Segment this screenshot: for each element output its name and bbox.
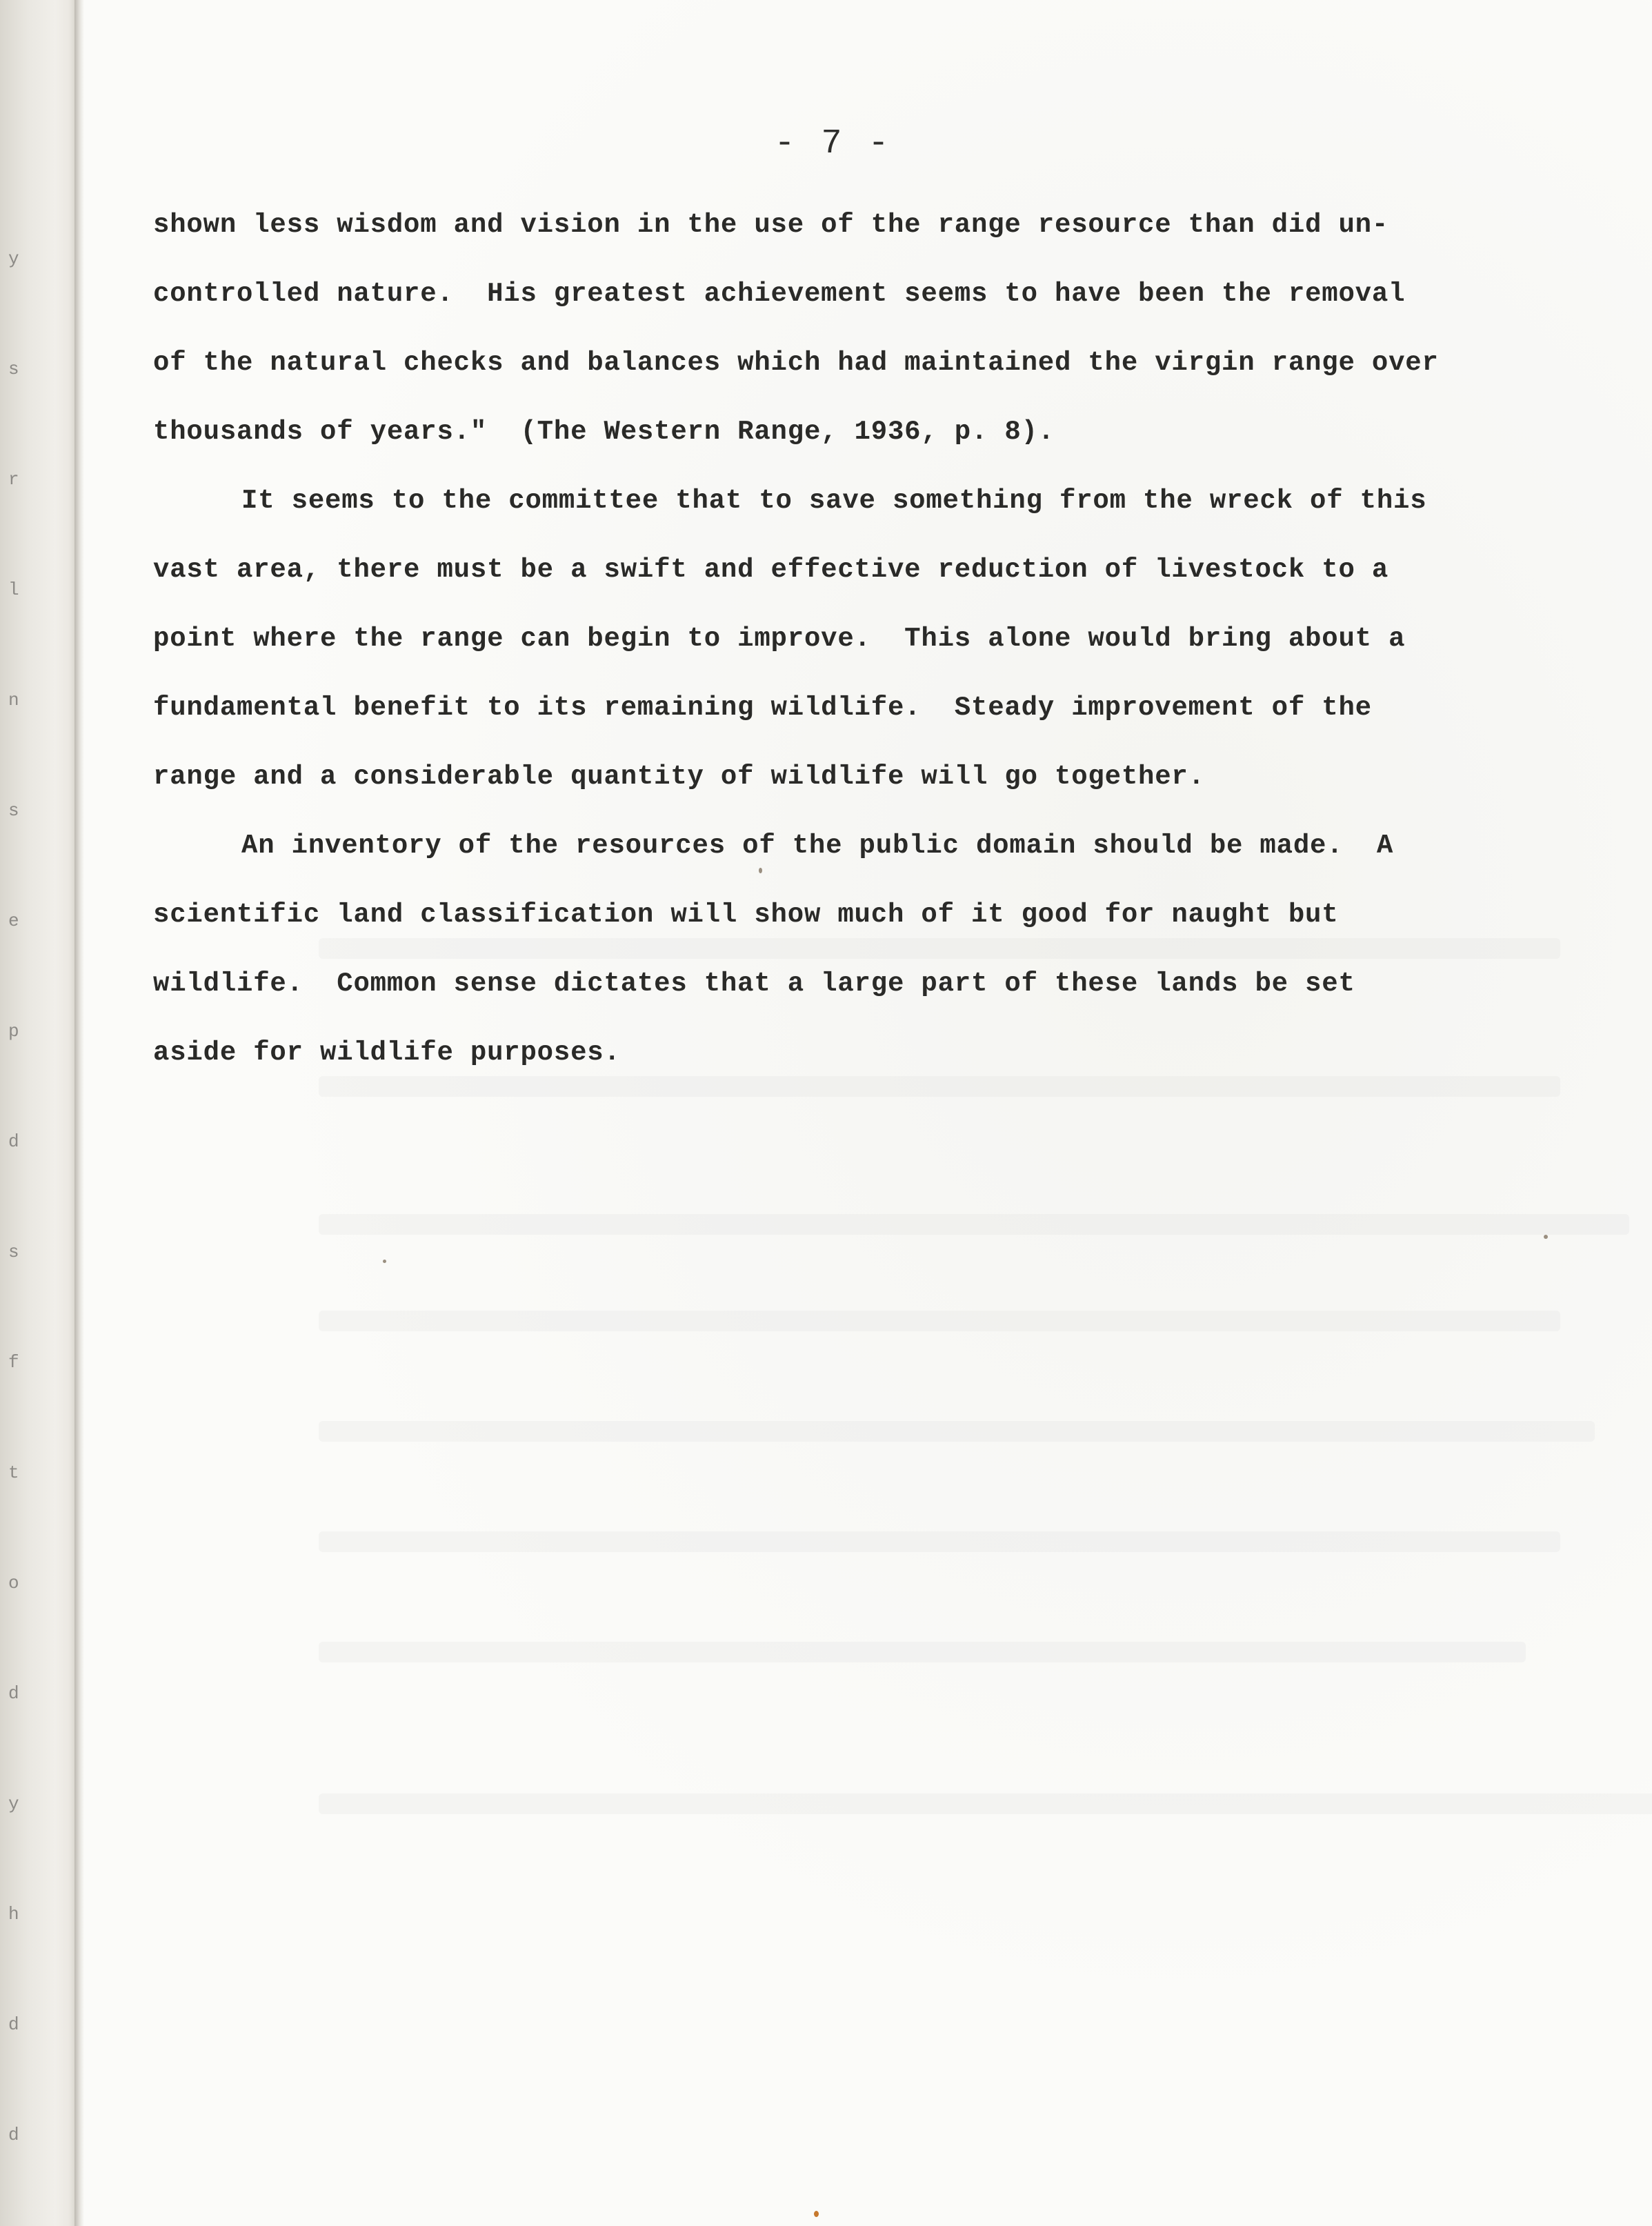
- text-line: scientific land classification will show much of it good for naught but: [153, 900, 1339, 930]
- text-line: of the natural checks and balances which had maintained the virgin range over: [153, 348, 1439, 378]
- paper-speck: [814, 2211, 819, 2217]
- text-line: thousands of years." (The Western Range, 1936, p. 8).: [153, 417, 1055, 447]
- text-line: It seems to the committee that to save something from the wreck of this: [241, 486, 1427, 516]
- text-line: An inventory of the resources of the public domain should be made. A: [241, 831, 1394, 861]
- binding-mark: r: [8, 469, 19, 490]
- show-through-line: [319, 1642, 1526, 1662]
- binding-mark: d: [8, 2125, 19, 2145]
- binding-mark: p: [8, 1021, 19, 1042]
- binding-mark: d: [8, 1683, 19, 1704]
- binding-mark: l: [8, 579, 19, 600]
- binding-mark: e: [8, 911, 19, 931]
- binding-mark: s: [8, 800, 19, 821]
- paragraph-1: [153, 190, 1560, 466]
- show-through-line: [319, 1311, 1560, 1331]
- page-number: - 7 -: [774, 124, 892, 163]
- text-line: vast area, there must be a swift and effective reduction of livestock to a: [153, 555, 1389, 585]
- show-through-line: [319, 1214, 1629, 1235]
- text-line: shown less wisdom and vision in the use of the range resource than did un-: [153, 210, 1389, 240]
- paragraph-2: [153, 466, 1560, 811]
- text-line: fundamental benefit to its remaining wildlife. Steady improvement of the: [153, 693, 1372, 723]
- binding-mark: y: [8, 248, 19, 269]
- binding-mark: s: [8, 1242, 19, 1262]
- text-line: range and a considerable quantity of wildlife will go together.: [153, 762, 1205, 792]
- show-through-line: [319, 1793, 1652, 1814]
- binding-mark: f: [8, 1352, 19, 1373]
- text-line: controlled nature. His greatest achievement seems to have been the removal: [153, 279, 1406, 309]
- paper-speck: [383, 1260, 386, 1263]
- paper-speck: [759, 868, 762, 873]
- binding-mark: h: [8, 1904, 19, 1925]
- binding-mark: d: [8, 1131, 19, 1152]
- binding-mark: t: [8, 1462, 19, 1483]
- text-line: point where the range can begin to improve. This alone would bring about a: [153, 624, 1406, 654]
- body-text: [153, 190, 1560, 1087]
- binding-edge: [74, 0, 84, 2226]
- binding-mark: y: [8, 1793, 19, 1814]
- binding-mark: s: [8, 359, 19, 379]
- binding-mark: d: [8, 2014, 19, 2035]
- show-through-line: [319, 1531, 1560, 1552]
- text-line: aside for wildlife purposes.: [153, 1037, 621, 1068]
- paper-speck: [1544, 1235, 1548, 1239]
- binding-mark: o: [8, 1573, 19, 1593]
- binding-mark: n: [8, 690, 19, 710]
- paragraph-3: [153, 811, 1560, 1087]
- show-through-line: [319, 1421, 1595, 1442]
- binding-marks: [4, 0, 32, 2226]
- text-line: wildlife. Common sense dictates that a large part of these lands be set: [153, 968, 1355, 999]
